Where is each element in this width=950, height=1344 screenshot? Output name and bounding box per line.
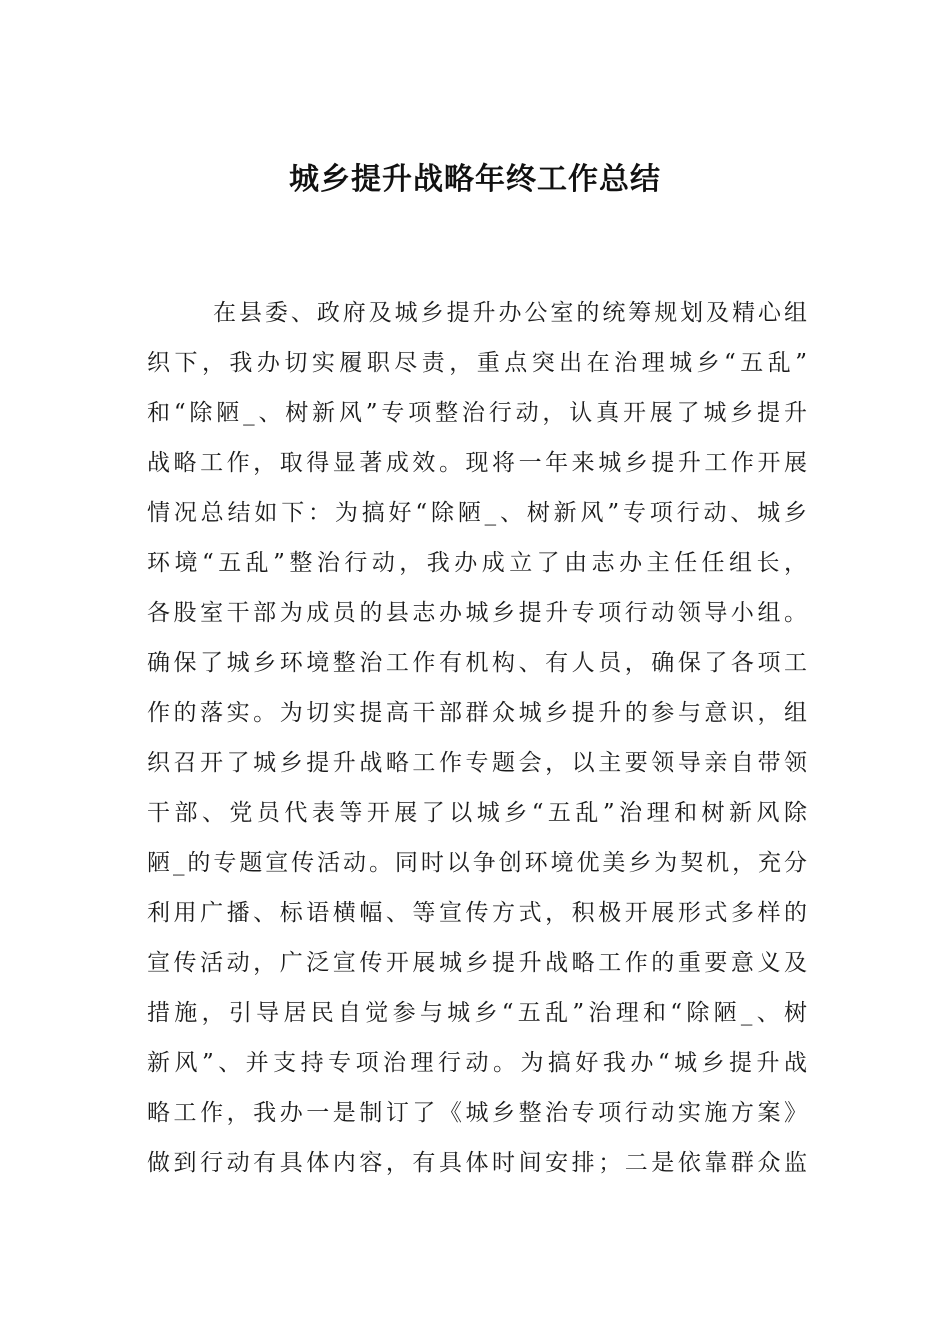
body-line: 环境“五乱”整治行动，我办成立了由志办主任任组长， <box>147 550 807 576</box>
body-line: 陋_的专题宣传活动。同时以争创环境优美乡为契机，充分 <box>147 850 807 876</box>
body-line: 情况总结如下：为搞好“除陋_、树新风”专项行动、城乡 <box>147 500 807 526</box>
body-line: 各股室干部为成员的县志办城乡提升专项行动领导小组。 <box>147 600 807 626</box>
body-line: 作的落实。为切实提高干部群众城乡提升的参与意识，组 <box>147 700 807 726</box>
body-line: 织下，我办切实履职尽责，重点突出在治理城乡“五乱” <box>147 350 807 376</box>
body-line: 干部、党员代表等开展了以城乡“五乱”治理和树新风除 <box>147 800 807 826</box>
body-line: 确保了城乡环境整治工作有机构、有人员，确保了各项工 <box>147 650 807 676</box>
document-title: 城乡提升战略年终工作总结 <box>289 162 661 197</box>
body-line: 新风”、并支持专项治理行动。为搞好我办“城乡提升战 <box>147 1050 807 1076</box>
body-line: 在县委、政府及城乡提升办公室的统筹规划及精心组 <box>213 300 807 326</box>
body-line: 利用广播、标语横幅、等宣传方式，积极开展形式多样的 <box>147 900 807 926</box>
body-line: 和“除陋_、树新风”专项整治行动，认真开展了城乡提升 <box>147 400 807 426</box>
document-body <box>147 288 807 1188</box>
body-line: 措施，引导居民自觉参与城乡“五乱”治理和“除陋_、树 <box>147 1000 807 1026</box>
body-line: 略工作，我办一是制订了《城乡整治专项行动实施方案》 <box>147 1100 807 1126</box>
body-line: 做到行动有具体内容，有具体时间安排；二是依靠群众监 <box>147 1150 807 1176</box>
body-line: 战略工作，取得显著成效。现将一年来城乡提升工作开展 <box>147 450 807 476</box>
body-line: 织召开了城乡提升战略工作专题会，以主要领导亲自带领 <box>147 750 807 776</box>
body-line: 宣传活动，广泛宣传开展城乡提升战略工作的重要意义及 <box>147 950 807 976</box>
